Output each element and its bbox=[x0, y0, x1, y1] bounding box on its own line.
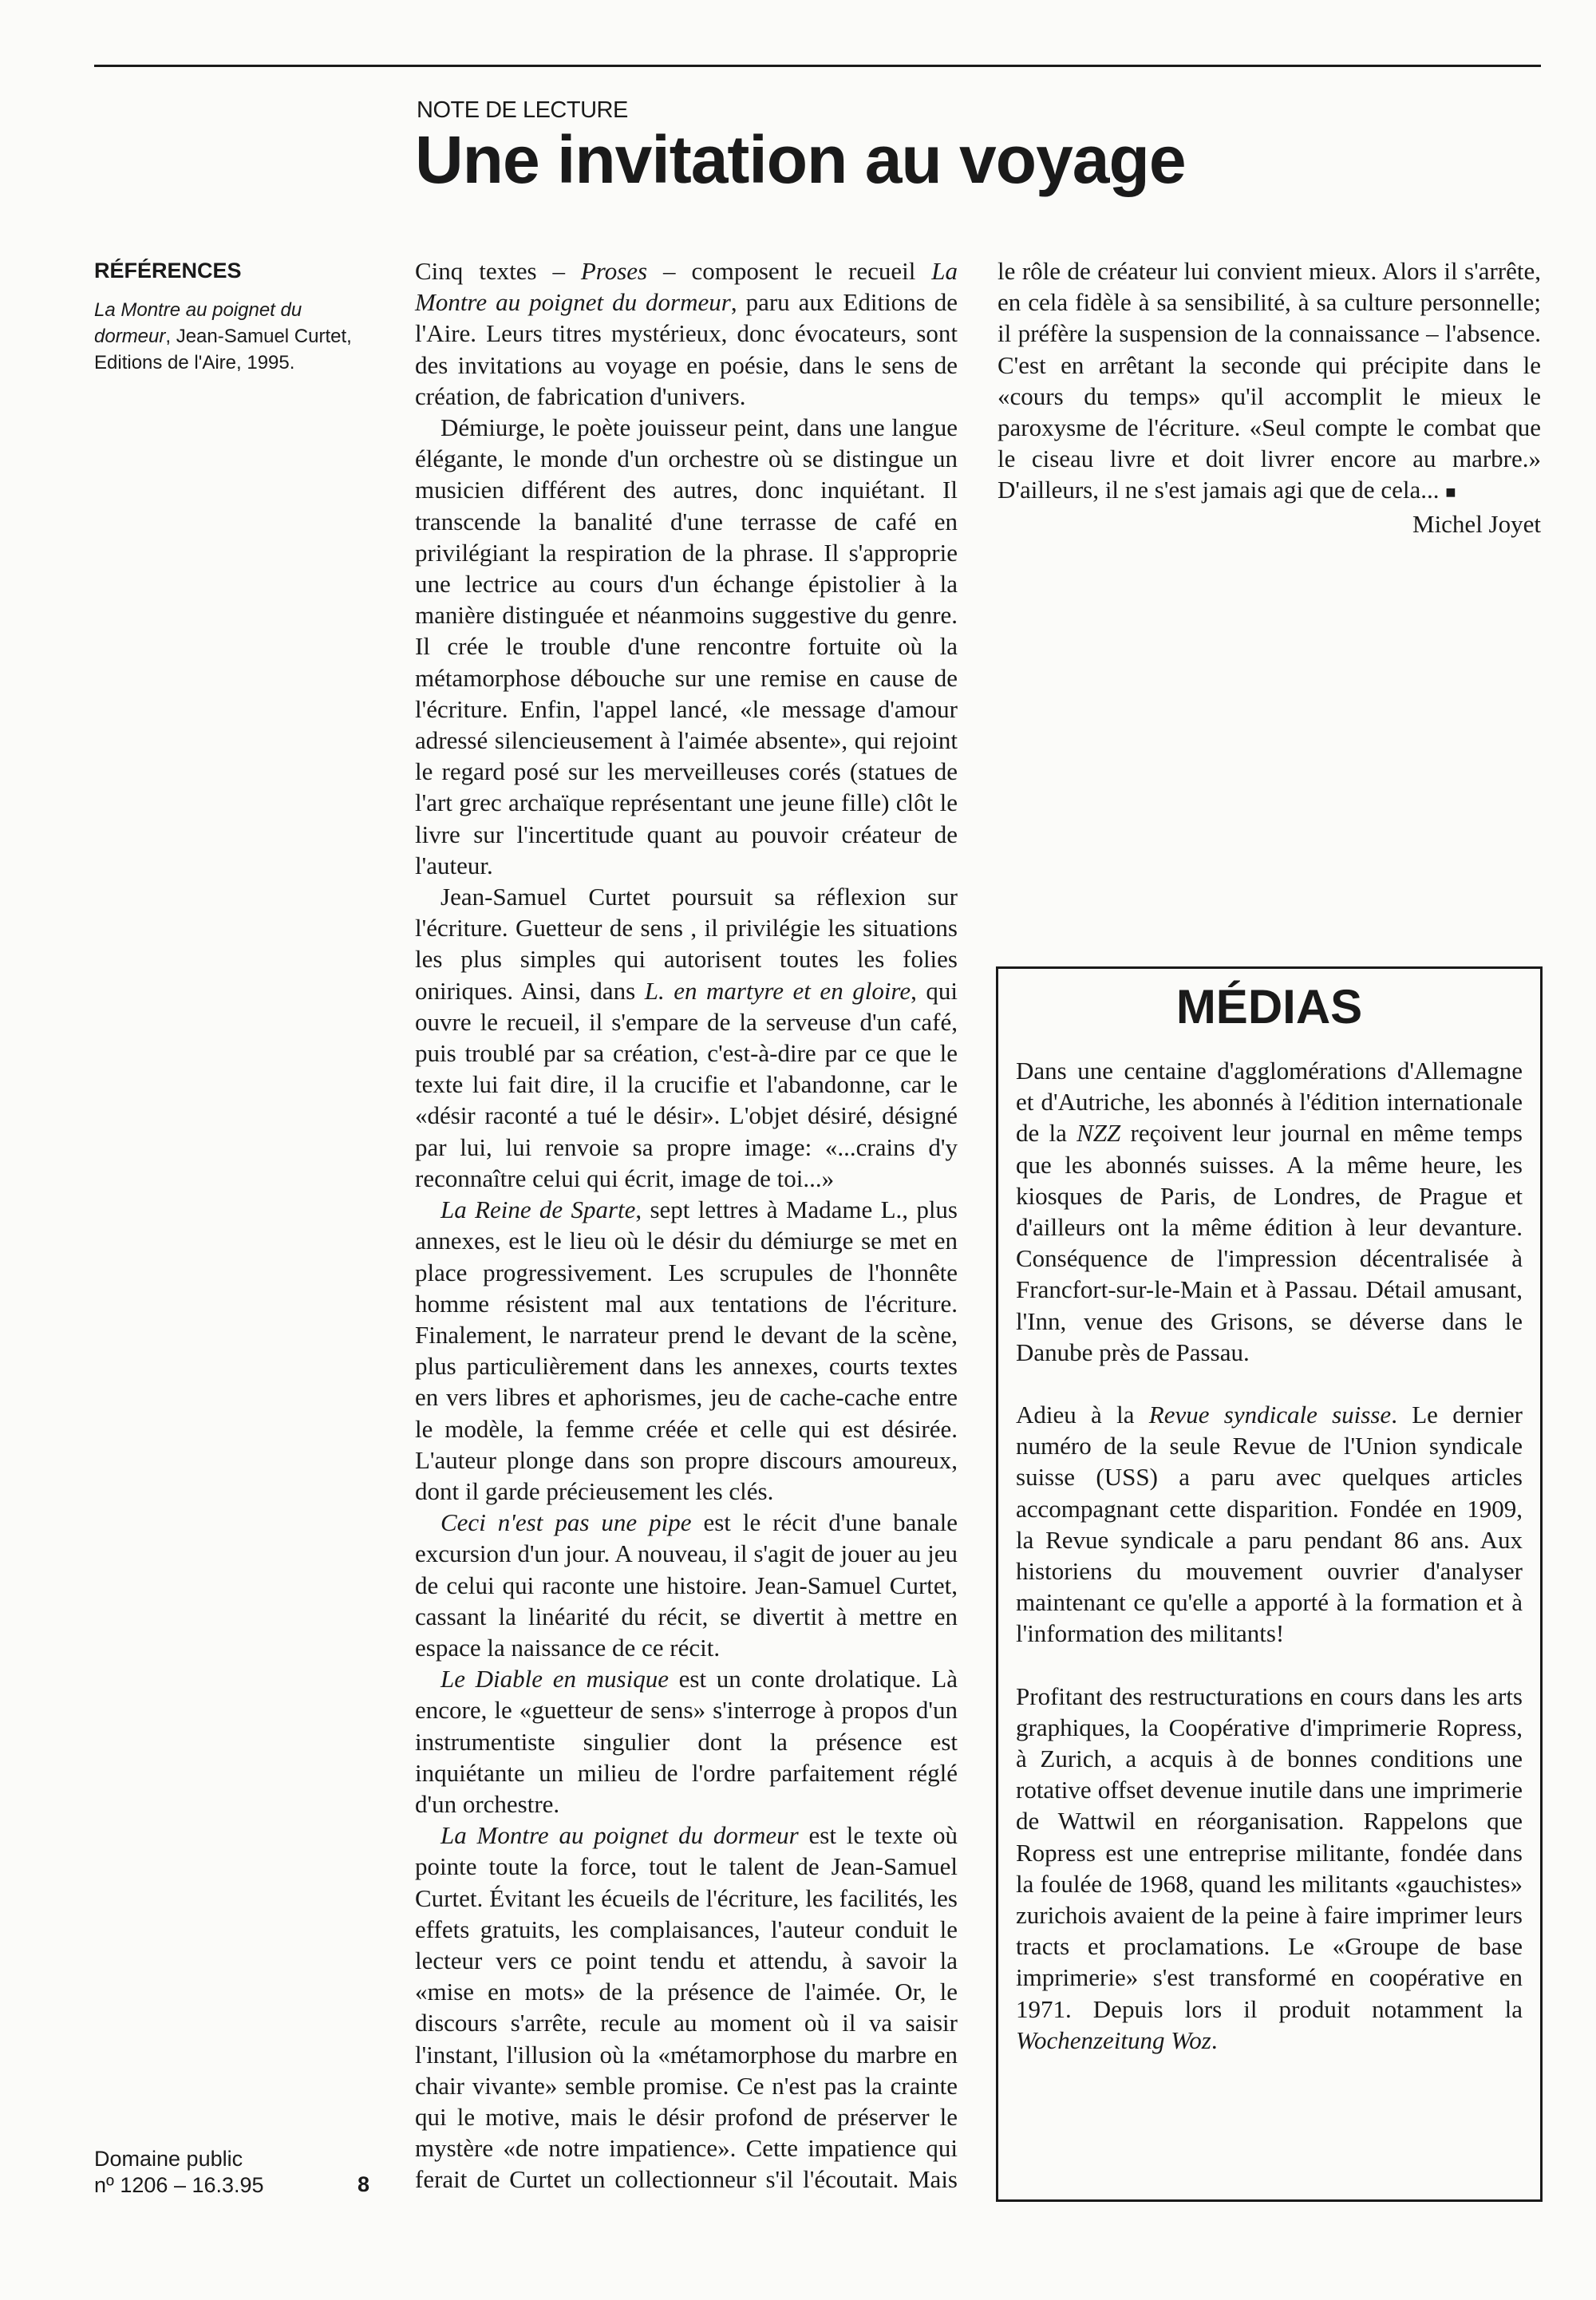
text-run: . Le dernier numéro de la seule Revue de l'Union syndicale suisse (USS) a paru avec quelques articles accompagnant cette disparition. Fondée en 1909, la Revue syndicale a paru pendant 86 ans. Aux historiens du mouvement ouvrier d'analyser maintenant ce qu'elle a apporté à la formation et à l'information des militants! bbox=[1016, 1401, 1523, 1648]
article-paragraph-2: Démiurge, le poète jouisseur peint, dans une langue élégante, le monde d'un orchestre où se distingue un musicien différent des autres, donc inquiétant. Il transcende la banalité d'une terrasse de café en privilégiant la respiration de la phrase. Il s'approprie une lectrice au cours d'un échange épistolier à la manière distinguée et néanmoins suggestive du genre. Il crée le trouble d'une rencontre fortuite où la métamorphose débouche sur une remise en cause de l'écriture. Enfin, l'appel lancé, «le message d'amour adressé silencieusement à l'aimée absente», qui rejoint le regard posé sur les merveilleuses corés (statues de l'art grec archaïque représentant une jeune fille) clôt le livre sur l'incertitude quant au pouvoir créateur de l'auteur. bbox=[415, 413, 958, 879]
end-of-article-square-icon: ■ bbox=[1445, 482, 1456, 503]
references-heading: RÉFÉRENCES bbox=[94, 259, 242, 283]
text-run: Cinq textes – bbox=[415, 257, 581, 285]
text-run-italic: Ceci n'est pas une pipe bbox=[440, 1508, 692, 1537]
medias-item-revue-syndicale bbox=[1016, 1399, 1523, 1650]
issue-number-date: nº 1206 – 16.3.95 bbox=[94, 2173, 264, 2197]
text-run: Dans une centaine d'agglomérations d'Allemagne et d'Autriche, les abonnés à l'édition internationale de la bbox=[1016, 1057, 1523, 1148]
references-details: , Jean-Samuel Curtet, Editions de l'Aire, 1995. bbox=[94, 326, 352, 373]
text-run-italic: Proses bbox=[580, 257, 648, 285]
text-run-italic: Revue syndicale suisse bbox=[1148, 1401, 1392, 1429]
article-paragraph-4 bbox=[415, 1194, 958, 1507]
text-run-italic: La Montre au poignet du dormeur bbox=[415, 257, 958, 317]
references-book-title: La Montre au poignet du dormeur bbox=[94, 299, 302, 347]
section-kicker: NOTE DE LECTURE bbox=[417, 97, 628, 123]
article-column-2 bbox=[998, 255, 1541, 539]
medias-item-nzz bbox=[1016, 1055, 1523, 1368]
publication-name: Domaine public bbox=[94, 2147, 243, 2171]
text-run: reçoivent leur journal en même temps que les abonnés suisses. A la même heure, les kiosques de Paris, de Londres, de Prague et d'ailleurs ont la même édition à leur devanture. Conséquence de l'impression décentralisée à Francfort-sur-le-Main et à Passau. Détail amusant, l'Inn, venue des Grisons, se déverse dans le Danube près de Passau. bbox=[1016, 1119, 1523, 1366]
medias-heading: MÉDIAS bbox=[1175, 980, 1363, 1033]
text-run: , paru aux Editions de l'Aire. Leurs titres mystérieux, donc évocateurs, sont des invitations au voyage en poésie, dans le sens de création, de fabrication d'univers. bbox=[415, 288, 958, 410]
text-run-italic: Le Diable en musique bbox=[440, 1665, 669, 1693]
text-run: Profitant des restructurations en cours dans les arts graphiques, la Coopérative d'imprimerie Ropress, à Zurich, a acquis à de bonnes conditions une rotative offset devenue inutile dans une imprimerie de Wattwil en réorganisation. Rappelons que Ropress est une entreprise militante, fondée dans la foulée de 1968, quand les militants «gauchistes» zurichois avaient de la peine à faire imprimer leurs tracts et proclamations. Le «Groupe de base imprimerie» s'est transformé en coopérative en 1971. Depuis lors il produit notamment la bbox=[1016, 1682, 1523, 2023]
text-run: , sept lettres à Madame L., plus annexes, est le lieu où le désir du démiurge se met en place progressivement. Les scrupules de l'honnête homme résistent mal aux tentations de l'écriture. Finalement, le narrateur prend le devant de la scène, plus particulièrement dans les annexes, courts textes en vers libres et aphorismes, jeu de cache-cache entre le modèle, la femme créée et celle qui est désirée. L'auteur plonge dans son propre discours amoureux, dont il garde précieusement les clés. bbox=[415, 1195, 958, 1505]
article-paragraph-7 bbox=[998, 255, 1541, 508]
top-rule bbox=[94, 65, 1541, 67]
article-column-1 bbox=[415, 255, 958, 2195]
medias-item-ropress bbox=[1016, 1681, 1523, 2056]
text-run: , qui ouvre le recueil, il s'empare de la serveuse d'un café, puis troublé par sa création, c'est-à-dire par ce que le texte lui fait dire, il la crucifie et l'abandonne, car le «désir raconté a tué le désir». L'objet désiré, désigné par lui, lui renvoie sa propre image: «...crains d'y reconnaître celui qui écrit, image de toi...» bbox=[415, 976, 958, 1192]
text-run-italic: NZZ bbox=[1077, 1119, 1121, 1148]
text-run: Adieu à la bbox=[1016, 1401, 1149, 1429]
article-paragraph-6 bbox=[415, 1663, 958, 1820]
references-citation bbox=[94, 297, 365, 376]
text-run-italic: L. en martyre et en gloire bbox=[644, 976, 911, 1005]
text-run: – composent le recueil bbox=[647, 257, 932, 285]
article-paragraph-7 bbox=[415, 1820, 958, 2195]
text-run: le rôle de créateur lui convient mieux. Alors il s'arrête, en cela fidèle à sa sensibilité, à sa culture personnelle; il préfère la suspension de la connaissance – l'absence. C'est en arrêtant la seconde qui précipite dans le «cours du temps» qu'il accomplit le mieux le paroxysme de l'écriture. «Seul compte le combat que le ciseau livre et doit livrer encore au marbre.» D'ailleurs, il ne s'est jamais agi que de cela... bbox=[998, 257, 1541, 504]
article-paragraph-3 bbox=[415, 881, 958, 1194]
article-paragraph-5 bbox=[415, 1507, 958, 1663]
text-run: est le texte où pointe toute la force, tout le talent de Jean-Samuel Curtet. Évitant les écueils de l'écriture, les facilités, les effets gratuits, les complaisances, l'auteur conduit le lecteur vers ce point tendu et attendu, à savoir la «mise en mots» de la présence de l'aimée. Or, le discours s'arrête, recule au moment où il va saisir l'instant, l'illusion où la «métamorphose du marbre en chair vivante» semble promise. Ce n'est pas la crainte qui le motive, mais le désir profond de préserver le mystère «de notre impatience». Cette impatience qui ferait de Curtet un collectionneur s'il l'écoutait. Mais bbox=[415, 1821, 958, 2194]
page-number: 8 bbox=[358, 2172, 370, 2196]
footer-publication-info bbox=[94, 2146, 264, 2199]
text-run-italic: La Reine de Sparte bbox=[440, 1195, 636, 1224]
article-title: Une invitation au voyage bbox=[415, 122, 1186, 197]
text-run: Jean-Samuel Curtet poursuit sa réflexion sur l'écriture. Guetteur de sens , il privilégie les situations les plus simples qui autorisent toutes les folies oniriques. Ainsi, dans bbox=[415, 883, 958, 1005]
article-paragraph-1 bbox=[415, 255, 958, 412]
medias-box bbox=[996, 966, 1543, 2202]
text-run-italic: Wochenzeitung Woz bbox=[1016, 2025, 1211, 2054]
text-run: est le récit d'une banale excursion d'un jour. A nouveau, il s'agit de jouer au jeu de celui qui raconte une histoire. Jean-Samuel Curtet, cassant la linéarité du récit, se divertit à mettre en espace la naissance de ce récit. bbox=[415, 1508, 958, 1662]
text-run: . bbox=[1211, 2025, 1218, 2054]
text-run: est un conte drolatique. Là encore, le «guetteur de sens» s'interroge à propos d'un instrumentiste singulier dont la présence est inquiétante un milieu de l'ordre parfaitement réglé d'un orchestre. bbox=[415, 1665, 958, 1818]
author-signature: Michel Joyet bbox=[1412, 509, 1541, 538]
text-run-italic: La Montre au poignet du dormeur bbox=[440, 1821, 799, 1850]
